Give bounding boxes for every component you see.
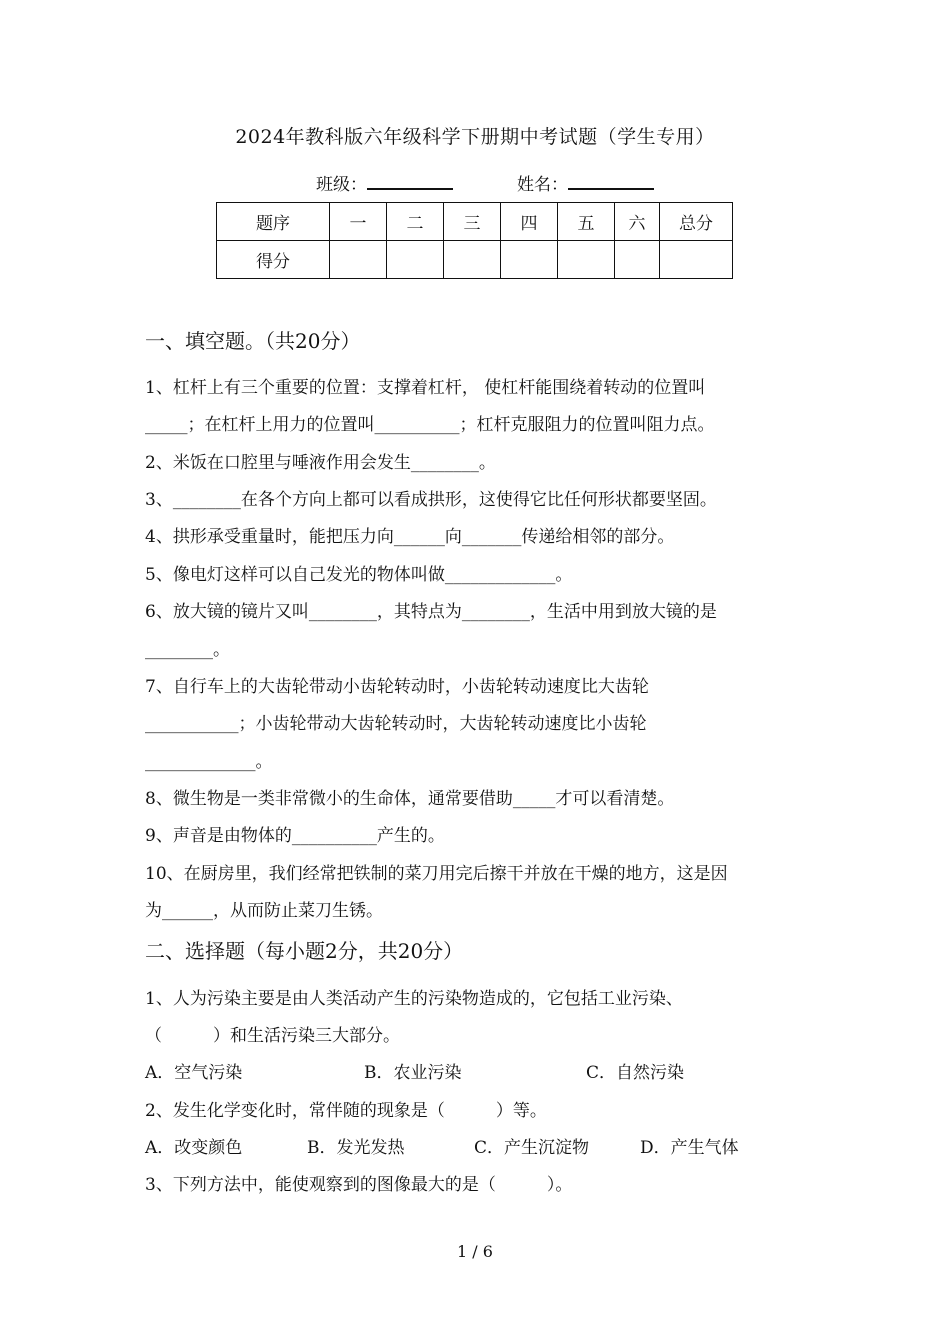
section1-line: 10、在厨房里，我们经常把铁制的菜刀用完后擦干并放在干燥的地方，这是因 xyxy=(145,864,728,884)
section1-line: 2、米饭在口腔里与唾液作用会发生________。 xyxy=(145,453,496,473)
class-label: 班级： xyxy=(316,175,367,195)
score-cell[interactable] xyxy=(615,241,660,279)
section1-line: 9、声音是由物体的__________产生的。 xyxy=(145,826,445,846)
score-cell[interactable] xyxy=(387,241,444,279)
section1-line: ________。 xyxy=(145,640,230,660)
q1-option-b[interactable]: B．农业污染 xyxy=(364,1063,462,1083)
section1-line: 4、拱形承受重量时，能把压力向______向_______传递给相邻的部分。 xyxy=(145,527,675,547)
score-cell[interactable] xyxy=(330,241,387,279)
score-header-cell: 四 xyxy=(501,203,558,241)
section1-line: 7、自行车上的大齿轮带动小齿轮转动时，小齿轮转动速度比大齿轮 xyxy=(145,677,649,697)
score-cell[interactable] xyxy=(501,241,558,279)
score-cell[interactable] xyxy=(660,241,733,279)
score-table-score-row xyxy=(217,241,733,279)
section1-line: 6、放大镜的镜片又叫________，其特点为________，生活中用到放大镜的是 xyxy=(145,602,717,622)
score-header-cell: 三 xyxy=(444,203,501,241)
name-field[interactable] xyxy=(517,170,654,195)
q2-option-a[interactable]: A．改变颜色 xyxy=(145,1138,243,1158)
exam-title: 2024年教科版六年级科学下册期中考试题（学生专用） xyxy=(235,126,715,148)
class-field[interactable] xyxy=(316,170,453,195)
score-cell[interactable] xyxy=(444,241,501,279)
score-table-header-row xyxy=(217,203,733,241)
section1-line: _____________。 xyxy=(145,752,273,772)
section1-line: 1、杠杆上有三个重要的位置：支撑着杠杆， 使杠杆能围绕着转动的位置叫 xyxy=(145,378,706,398)
name-label: 姓名： xyxy=(517,175,568,195)
section1-line: _____；在杠杆上用力的位置叫__________；杠杆克服阻力的位置叫阻力点。 xyxy=(145,415,715,435)
score-header-cell: 二 xyxy=(387,203,444,241)
section1-line: 8、微生物是一类非常微小的生命体，通常要借助_____才可以看清楚。 xyxy=(145,789,675,809)
score-header-cell: 六 xyxy=(615,203,660,241)
class-blank[interactable] xyxy=(367,172,453,190)
score-table xyxy=(216,202,733,279)
question-1-text: 1、人为污染主要是由人类活动产生的污染物造成的，它包括工业污染、 xyxy=(145,989,683,1009)
section1-line: 5、像电灯这样可以自己发光的物体叫做_____________。 xyxy=(145,565,573,585)
question-3-text: 3、下列方法中，能使观察到的图像最大的是（ ）。 xyxy=(145,1175,573,1195)
q1-option-c[interactable]: C．自然污染 xyxy=(586,1063,685,1083)
q2-option-d[interactable]: D．产生气体 xyxy=(640,1138,739,1158)
section1-line: 为______，从而防止菜刀生锈。 xyxy=(145,901,383,921)
score-header-cell: 一 xyxy=(330,203,387,241)
q1-option-a[interactable]: A．空气污染 xyxy=(145,1063,243,1083)
page-number: 1 / 6 xyxy=(457,1242,493,1261)
section1-line: ___________；小齿轮带动大齿轮转动时，大齿轮转动速度比小齿轮 xyxy=(145,714,647,734)
section1-line: 3、________在各个方向上都可以看成拱形，这使得它比任何形状都要坚固。 xyxy=(145,490,717,510)
score-header-cell: 五 xyxy=(558,203,615,241)
question-1-text-cont: （ ）和生活污染三大部分。 xyxy=(145,1026,400,1046)
section2-heading: 二、选择题（每小题2分，共20分） xyxy=(145,939,464,963)
score-header-cell: 题序 xyxy=(217,203,330,241)
score-cell[interactable] xyxy=(558,241,615,279)
score-header-cell: 总分 xyxy=(660,203,733,241)
question-2-text: 2、发生化学变化时，常伴随的现象是（ ）等。 xyxy=(145,1101,547,1121)
q2-option-c[interactable]: C．产生沉淀物 xyxy=(474,1138,590,1158)
name-blank[interactable] xyxy=(568,172,654,190)
score-row-label: 得分 xyxy=(217,241,330,279)
q2-option-b[interactable]: B．发光发热 xyxy=(307,1138,405,1158)
section1-heading: 一、填空题。（共20分） xyxy=(145,329,361,353)
